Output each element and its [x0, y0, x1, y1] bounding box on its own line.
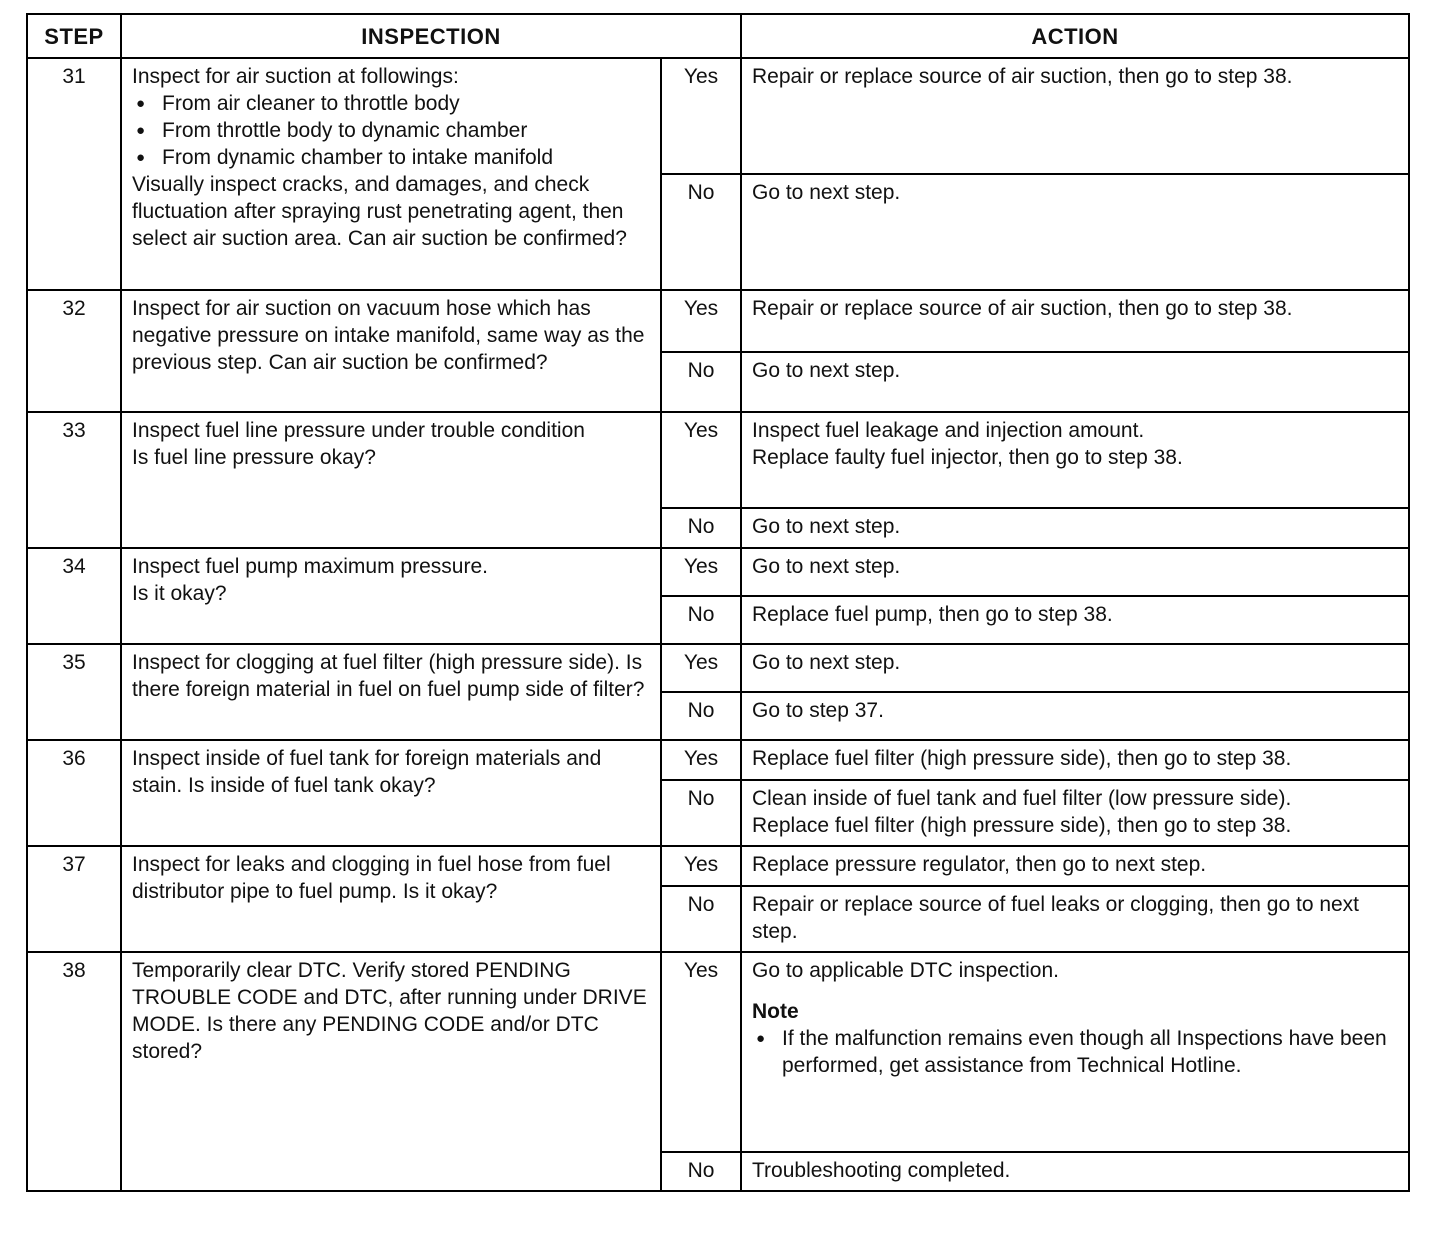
action-yes-cell: [741, 952, 1409, 1152]
action-no: Go to next step.: [741, 352, 1409, 412]
answer-yes: Yes: [661, 740, 741, 780]
action-no: Go to next step.: [741, 174, 1409, 290]
action-text: Clean inside of fuel tank and fuel filter (low pressure side).: [752, 787, 1292, 810]
inspection-question: Is it okay?: [132, 582, 227, 605]
action-yes: Repair or replace source of air suction, then go to step 38.: [741, 290, 1409, 352]
inspection-text: Inspect inside of fuel tank for foreign materials and stain. Is inside of fuel tank okay?: [121, 740, 661, 846]
action-text: Replace faulty fuel injector, then go to step 38.: [752, 446, 1183, 469]
answer-no: No: [661, 1152, 741, 1191]
action-yes: Repair or replace source of air suction, then go to step 38.: [741, 58, 1409, 174]
answer-no: No: [661, 886, 741, 952]
answer-no: No: [661, 596, 741, 644]
action-no: Troubleshooting completed.: [741, 1152, 1409, 1191]
action-text: Go to applicable DTC inspection.: [752, 959, 1059, 982]
action-yes-cell: [741, 412, 1409, 508]
inspection-text: Inspect for clogging at fuel filter (high pressure side). Is there foreign material in fuel on fuel pump side of filter?: [121, 644, 661, 740]
table-row: [27, 644, 1409, 692]
note-bullet: ● If the malfunction remains even though all Inspections have been performed, get assistance from Technical Hotline.: [752, 1025, 1400, 1079]
header-action: ACTION: [741, 14, 1409, 58]
table-row: [27, 412, 1409, 508]
action-text: Replace fuel filter (high pressure side), then go to step 38.: [752, 814, 1292, 837]
troubleshooting-table: [26, 13, 1410, 1192]
step-number: 37: [27, 846, 121, 952]
step-number: 38: [27, 952, 121, 1191]
step-number: 31: [27, 58, 121, 290]
action-text: Inspect fuel leakage and injection amount.: [752, 419, 1145, 442]
action-yes: Replace pressure regulator, then go to next step.: [741, 846, 1409, 886]
answer-yes: Yes: [661, 548, 741, 596]
table-row: [27, 740, 1409, 780]
header-row: [27, 14, 1409, 58]
inspection-question: Is fuel line pressure okay?: [132, 446, 376, 469]
note-title: Note: [752, 1000, 799, 1023]
inspection-cell: [121, 58, 661, 290]
table-row: [27, 846, 1409, 886]
table-row: [27, 952, 1409, 1152]
action-no: Replace fuel pump, then go to step 38.: [741, 596, 1409, 644]
action-no: Go to step 37.: [741, 692, 1409, 740]
action-yes: Go to next step.: [741, 548, 1409, 596]
inspection-text: Inspect for air suction at followings:: [132, 65, 459, 88]
step-number: 33: [27, 412, 121, 548]
table-row: [27, 290, 1409, 352]
inspection-text: Inspect for air suction on vacuum hose which has negative pressure on intake manifold, same way as the previous step. Can air suction be confirmed?: [121, 290, 661, 412]
inspection-text: Temporarily clear DTC. Verify stored PENDING TROUBLE CODE and DTC, after running under DRIVE MODE. Is there any PENDING CODE and/or DTC stored?: [121, 952, 661, 1191]
inspection-cell: [121, 548, 661, 644]
step-number: 34: [27, 548, 121, 644]
answer-no: No: [661, 174, 741, 290]
inspection-text: Inspect fuel pump maximum pressure.: [132, 555, 488, 578]
inspection-cell: [121, 412, 661, 548]
list-item: ● From throttle body to dynamic chamber: [132, 117, 652, 144]
step-number: 35: [27, 644, 121, 740]
header-step: STEP: [27, 14, 121, 58]
action-yes: Replace fuel filter (high pressure side), then go to step 38.: [741, 740, 1409, 780]
table-row: [27, 548, 1409, 596]
action-yes: Go to next step.: [741, 644, 1409, 692]
inspection-text: Inspect fuel line pressure under trouble condition: [132, 419, 585, 442]
answer-yes: Yes: [661, 952, 741, 1152]
list-item: ● From dynamic chamber to intake manifold: [132, 144, 652, 171]
answer-yes: Yes: [661, 846, 741, 886]
step-number: 32: [27, 290, 121, 412]
table-row: [27, 58, 1409, 174]
answer-yes: Yes: [661, 644, 741, 692]
answer-no: No: [661, 780, 741, 846]
answer-no: No: [661, 508, 741, 548]
header-inspection: INSPECTION: [121, 14, 741, 58]
inspection-text: Visually inspect cracks, and damages, and check fluctuation after spraying rust penetrating agent, then select air suction area. Can air suction be confirmed?: [132, 173, 627, 250]
action-no: Go to next step.: [741, 508, 1409, 548]
answer-yes: Yes: [661, 58, 741, 174]
answer-no: No: [661, 352, 741, 412]
step-number: 36: [27, 740, 121, 846]
answer-yes: Yes: [661, 290, 741, 352]
list-item: ● From air cleaner to throttle body: [132, 90, 652, 117]
action-no-cell: [741, 780, 1409, 846]
answer-yes: Yes: [661, 412, 741, 508]
answer-no: No: [661, 692, 741, 740]
inspection-text: Inspect for leaks and clogging in fuel hose from fuel distributor pipe to fuel pump. Is it okay?: [121, 846, 661, 952]
action-no: Repair or replace source of fuel leaks or clogging, then go to next step.: [741, 886, 1409, 952]
